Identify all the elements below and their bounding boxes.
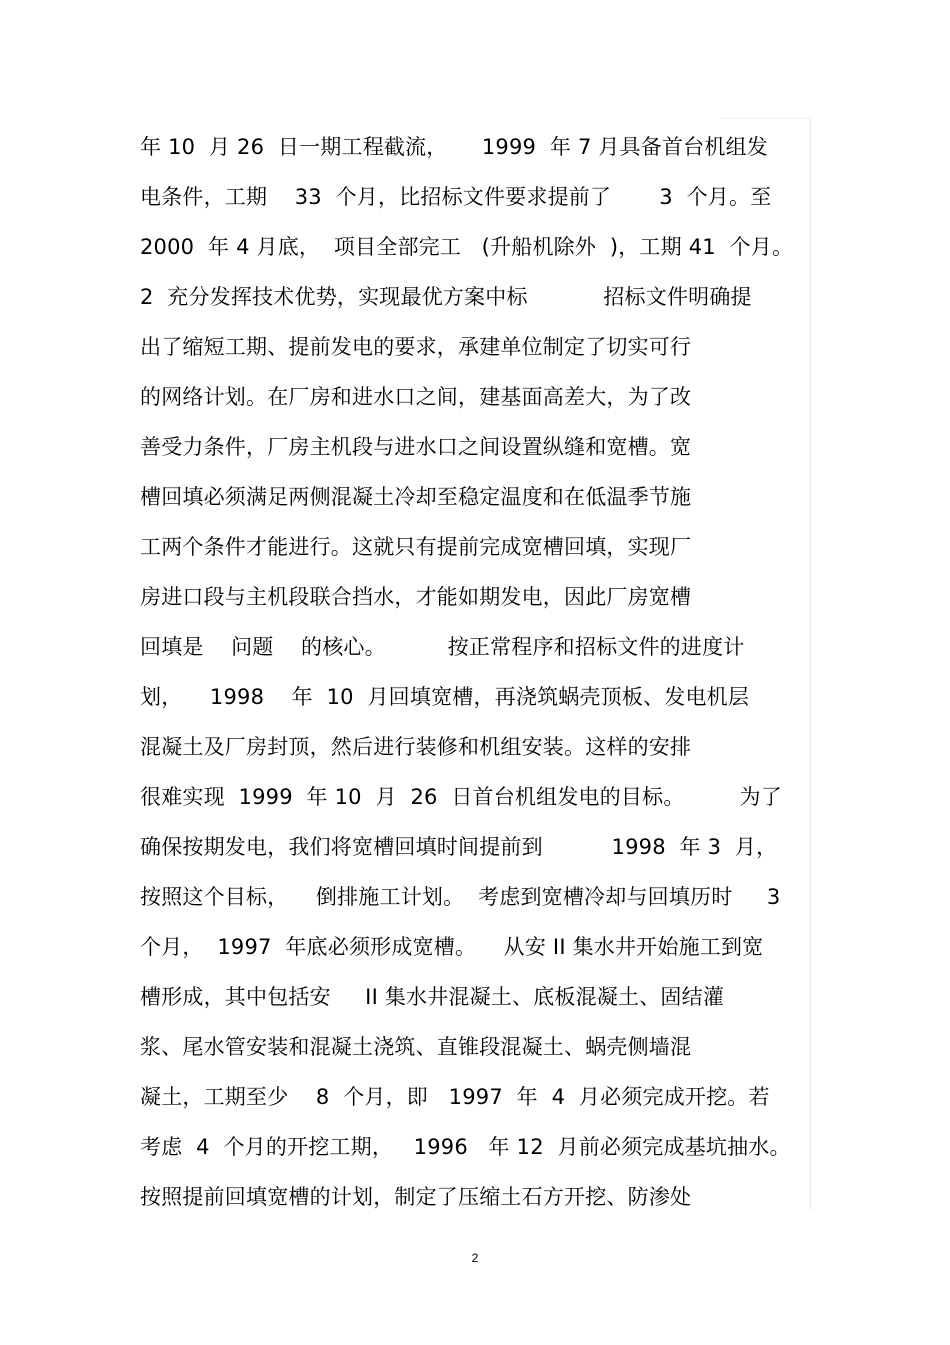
text-line: 考虑 4 个月的开挖工期， 1996 年 12 月前必须完成基坑抽水。	[140, 1135, 791, 1159]
text-line: 年 10 月 26 日一期工程截流， 1999 年 7 月具备首台机组发	[140, 135, 768, 159]
body-text	[140, 122, 830, 1222]
text-line: 凝土，工期至少 8 个月，即 1997 年 4 月必须完成开挖。若	[140, 1085, 770, 1109]
text-line: 槽形成，其中包括安 II 集水井混凝土、底板混凝土、固结灌	[140, 985, 725, 1009]
text-line: 划， 1998 年 10 月回填宽槽，再浇筑蜗壳顶板、发电机层	[140, 685, 750, 709]
text-line: 按照提前回填宽槽的计划，制定了压缩土石方开挖、防渗处	[140, 1185, 692, 1209]
text-line: 回填是 问题 的核心。 按正常程序和招标文件的进度计	[140, 635, 745, 659]
page-number: 2	[471, 1251, 479, 1265]
text-line: 很难实现 1999 年 10 月 26 日首台机组发电的目标。 为了	[140, 785, 782, 809]
text-line: 2 充分发挥技术优势，实现最优方案中标 招标文件明确提	[140, 285, 752, 309]
text-line: 个月， 1997 年底必须形成宽槽。 从安 II 集水井开始施工到宽	[140, 935, 764, 959]
page-border-top	[720, 118, 810, 119]
text-line: 槽回填必须满足两侧混凝土冷却至稳定温度和在低温季节施	[140, 485, 692, 509]
text-line: 的网络计划。在厂房和进水口之间，建基面高差大，为了改	[140, 385, 692, 409]
text-line: 出了缩短工期、提前发电的要求，承建单位制定了切实可行	[140, 335, 692, 359]
text-line: 确保按期发电，我们将宽槽回填时间提前到 1998 年 3 月，	[140, 835, 778, 859]
text-line: 工两个条件才能进行。这就只有提前完成宽槽回填，实现厂	[140, 535, 692, 559]
text-line: 混凝土及厂房封顶，然后进行装修和机组安装。这样的安排	[140, 735, 692, 759]
text-line: 善受力条件，厂房主机段与进水口之间设置纵缝和宽槽。宽	[140, 435, 692, 459]
text-line: 电条件，工期 33 个月，比招标文件要求提前了 3 个月。至	[140, 185, 772, 209]
text-line: 2000 年 4 月底， 项目全部完工 (升船机除外 )，工期 41 个月。	[140, 235, 794, 259]
text-line: 浆、尾水管安装和混凝土浇筑、直锥段混凝土、蜗壳侧墙混	[140, 1035, 692, 1059]
text-line: 按照这个目标， 倒排施工计划。 考虑到宽槽冷却与回填历时 3	[140, 885, 781, 909]
text-line: 房进口段与主机段联合挡水，才能如期发电，因此厂房宽槽	[140, 585, 692, 609]
